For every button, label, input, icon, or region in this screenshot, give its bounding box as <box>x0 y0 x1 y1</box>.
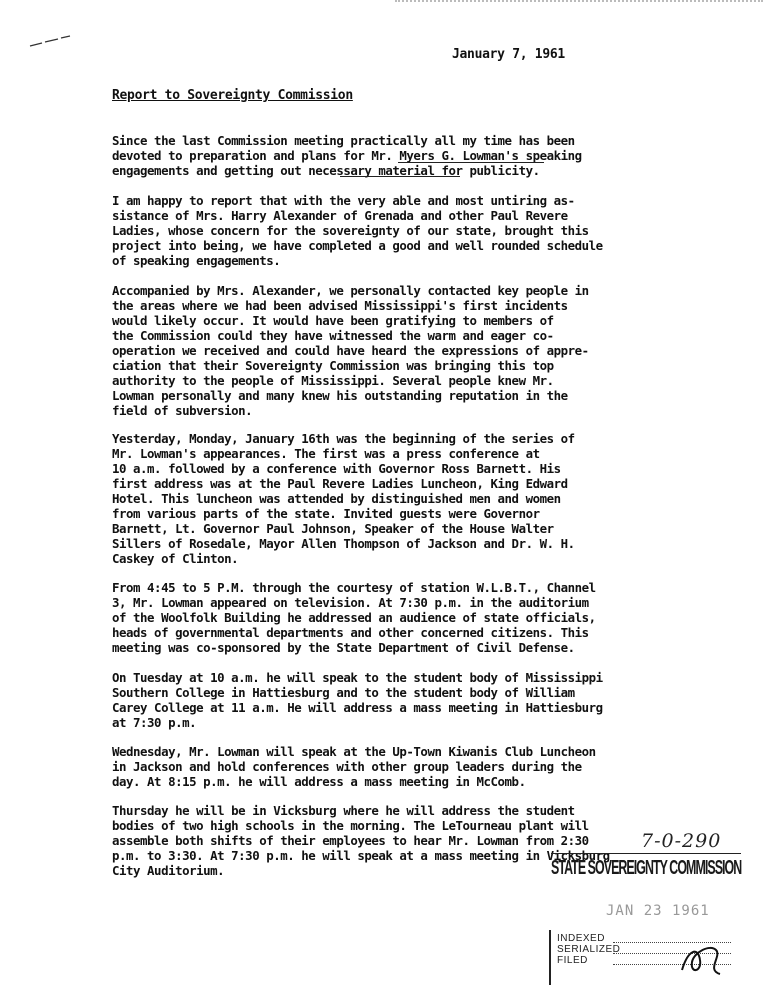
filed-label: FILED <box>557 955 588 966</box>
paragraph-2: I am happy to report that with the very able and most untiring as- sistance of Mrs. Harry Alexander of Grenada and other Paul Revere Ladies, whose concern for the sovereignty of our state, brought this project into being, we have completed a good and well rounded schedule of speaking engagements. <box>112 193 603 268</box>
file-number: 7-0-290 <box>641 830 722 852</box>
indexed-label: INDEXED <box>557 933 605 944</box>
letter-title: Report to Sovereignty Commission <box>112 88 353 103</box>
paragraph-3: Accompanied by Mrs. Alexander, we personally contacted key people in the areas where we had been advised Mississippi's first incidents would likely occur. It would have been gratifying to members of the Commission could they have witnessed the warm and eager co- operation we received and could have heard the expressions of appre- ciation that their Sovereignty Commission was bringing this top authority to the people of Mississippi. Several people knew Mr. Lowman personally and many knew his outstanding reputation in the field of subversion. <box>112 283 589 418</box>
paragraph-5: From 4:45 to 5 P.M. through the courtesy of station W.L.B.T., Channel 3, Mr. Lowman appeared on television. At 7:30 p.m. in the auditorium of the Woolfolk Building he addressed an audience of state officials, heads of governmental departments and other concerned citizens. This meeting was co-sponsored by the State Department of Civil Defense. <box>112 580 596 655</box>
stray-pen-mark <box>28 34 72 48</box>
received-date: JAN 23 1961 <box>606 903 710 919</box>
paragraph-7: Wednesday, Mr. Lowman will speak at the Up-Town Kiwanis Club Luncheon in Jackson and hold conferences with other group leaders during the day. At 8:15 p.m. he will address a mass meeting in McComb. <box>112 744 596 789</box>
paragraph-4: Yesterday, Monday, January 16th was the beginning of the series of Mr. Lowman's appearances. The first was a press conference at 10 a.m. followed by a conference with Governor Ross Barnett. His first address was at the Paul Revere Ladies Luncheon, King Edward Hotel. This luncheon was attended by distinguished men and women from various parts of the state. Invited guests were Governor Barnett, Lt. Governor Paul Johnson, Speaker of the House Walter Sillers of Rosedale, Mayor Allen Thompson of Jackson and Dr. W. H. Caskey of Clinton. <box>112 431 575 566</box>
hand-underline-name <box>398 162 544 163</box>
letter-date: January 7, 1961 <box>452 47 565 62</box>
serialized-label: SERIALIZED <box>557 944 621 955</box>
top-perforation <box>395 0 763 4</box>
hand-underline-material <box>340 176 460 177</box>
handwritten-initials <box>676 940 726 980</box>
paragraph-1: Since the last Commission meeting practically all my time has been devoted to preparation and plans for Mr. Myers G. Lowman's speaking engagements and getting out necessary material for publicity. <box>112 133 582 178</box>
stamp-agency: STATE SOVEREIGNTY COMMISSION <box>551 857 742 879</box>
paragraph-8: Thursday he will be in Vicksburg where he will address the student bodies of two high schools in the morning. The LeTourneau plant will assemble both shifts of their employees to hear Mr. Lowman from 2:30 p.m. to 3:30. At 7:30 p.m. he will speak at a mass meeting in Vicksburg City Auditorium. <box>112 803 610 878</box>
paragraph-6: On Tuesday at 10 a.m. he will speak to the student body of Mississippi Southern College in Hattiesburg and to the student body of William Carey College at 11 a.m. He will address a mass meeting in Hattiesburg at 7:30 p.m. <box>112 670 603 730</box>
stamp-rule <box>551 853 741 854</box>
